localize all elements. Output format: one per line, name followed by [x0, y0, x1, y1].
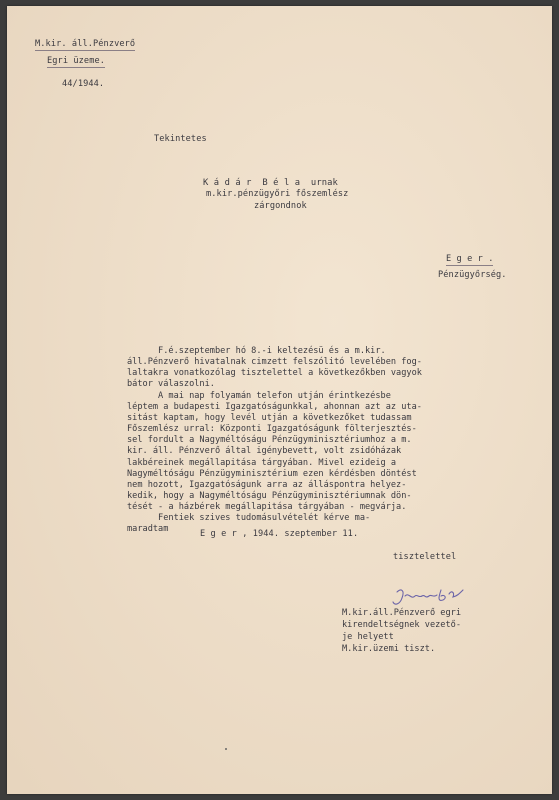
signature-block-line: M.kir.áll.Pénzverő egri	[342, 608, 461, 618]
body-line: bátor válaszolni.	[127, 379, 215, 390]
addressee-title: m.kir.pénzügyőri főszemlész	[206, 189, 349, 199]
body-line: áll.Pénzverő hivatalnak cimzett felszólitó levelében fog-	[127, 357, 422, 368]
body-line: Nagyméltóságu Pénzügyminisztérium ezen kérdésben döntést	[127, 468, 417, 479]
body-line: Fentiek szives tudomásulvételét kérve ma-	[127, 513, 371, 524]
addressee-rank: zárgondnok	[254, 201, 307, 211]
body-line: léptem a budapesti Igazgatóságunkkal, ahonnan azt az uta-	[127, 401, 422, 412]
reference-number: 44/1944.	[62, 79, 105, 89]
signature-block-line: kirendeltségnek vezető-	[342, 620, 461, 630]
org-line-2: Egri üzeme.	[47, 56, 106, 66]
body-line: sitást kaptam, hogy levél utján a következőket tudassam	[127, 412, 412, 423]
closing: tisztelettel	[393, 552, 457, 562]
body-line: A mai nap folyamán telefon utján érintkezésbe	[127, 390, 391, 401]
dateline: E g e r , 1944. szeptember 11.	[200, 529, 359, 539]
body-line: kir. áll. Pénzverő által igénybevett, volt zsidóházak	[127, 446, 402, 457]
body-line: nem hozott, Igazgatóságunk arra az álláspontra helyez-	[127, 479, 407, 490]
document-sheet	[7, 6, 552, 794]
body-line: maradtam	[127, 524, 169, 535]
signature-block-line: M.kir.üzemi tiszt.	[342, 644, 436, 654]
body-line: tését - a házbérek megállapitása tárgyában - megvárja.	[127, 502, 407, 513]
body-line: Főszemlész urral: Központi Igazgatóságunk fölterjesztés-	[127, 424, 417, 435]
org-line-1: M.kir. áll.Pénzverő	[35, 39, 136, 49]
signature-block-line: je helyett	[342, 632, 394, 642]
body-line: laltakra vonatkozólag tisztelettel a következőkben vagyok	[127, 368, 422, 379]
salutation: Tekintetes	[154, 134, 207, 144]
place-city: E g e r .	[446, 254, 494, 264]
addressee-name: K á d á r B é l a urnak	[203, 178, 338, 188]
body-line: kedik, hogy a Nagyméltóságu Pénzügyminisztériumnak dön-	[127, 490, 412, 501]
body-line: F.é.szeptember hó 8.-i keltezésü és a m.kir.	[127, 346, 386, 356]
punch-mark	[225, 748, 227, 750]
place-office: Pénzügyőrség.	[438, 270, 507, 280]
body-line: lakbéreinek megállapitása tárgyában. Mivel ezideig a	[127, 457, 397, 468]
body-line: sel fordult a Nagyméltóságu Pénzügyminisztériumhoz a m.	[127, 435, 412, 446]
